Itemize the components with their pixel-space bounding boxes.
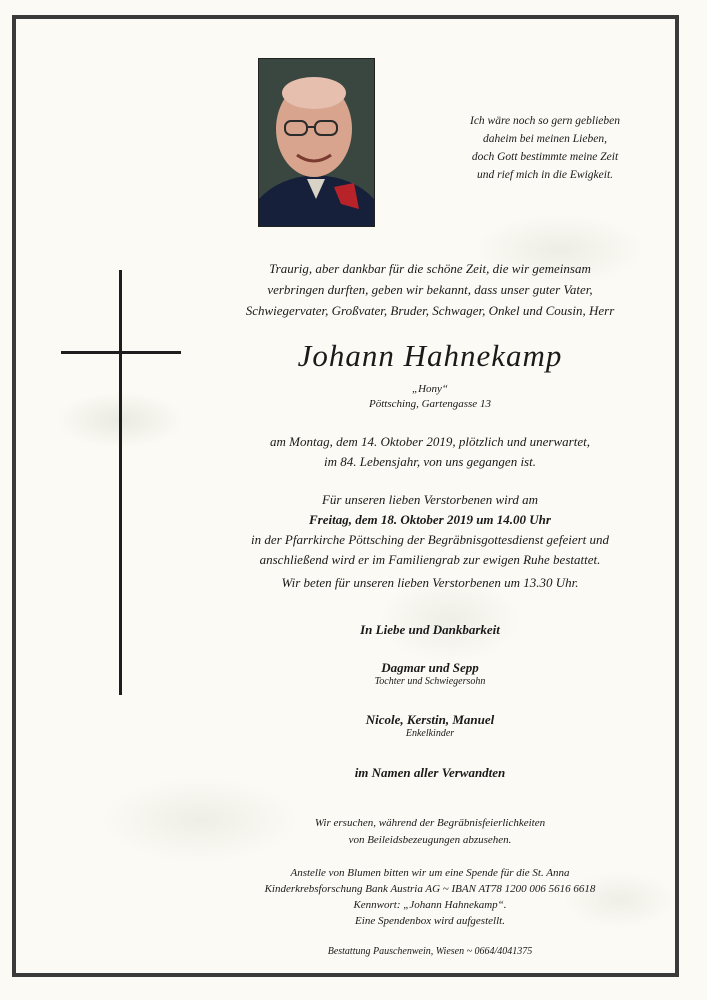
donation-line: Anstelle von Blumen bitten wir um eine Spende für die St. Anna [290,867,570,879]
mourner-names: Dagmar und Sepp [381,660,479,675]
poem [440,112,650,184]
mourner-group [190,660,670,687]
deceased-address: Pöttsching, Gartengasse 13 [369,398,491,410]
all-relatives: im Namen aller Verwandten [354,765,506,780]
funeral-info [190,490,670,570]
funeral-line: in der Pfarrkirche Pöttsching der Begräbnisgottesdienst gefeiert und [250,532,610,547]
poem-line: und rief mich in die Ewigkeit. [476,169,614,181]
poem-line: Ich wäre noch so gern geblieben [470,115,620,127]
funeral-date: Freitag, dem 18. Oktober 2019 um 14.00 Uhr [309,512,551,527]
cross-vertical-bar [119,270,122,695]
portrait-photo [258,58,375,227]
undertaker-info: Bestattung Pauschenwein, Wiesen ~ 0664/4041375 [327,946,533,957]
intro-line: Traurig, aber dankbar für die schöne Zeit, die wir gemeinsam [269,261,591,276]
mourner-names: Nicole, Kerstin, Manuel [365,712,495,727]
poem-line: doch Gott bestimmte meine Zeit [471,151,619,163]
cross-horizontal-bar [61,351,181,354]
donation-line: Eine Spendenbox wird aufgestellt. [355,915,505,927]
death-notice [190,432,670,472]
request-line: von Beileidsbezeugungen abzusehen. [348,834,512,846]
funeral-line: Für unseren lieben Verstorbenen wird am [321,492,539,507]
donation-info [190,865,670,929]
request-line: Wir ersuchen, während der Begräbnisfeierlichkeiten [314,817,546,829]
mourner-relation: Tochter und Schwiegersohn [374,676,486,687]
poem-line: daheim bei meinen Lieben, [483,133,607,145]
condolence-request [190,815,670,849]
donation-line: Kinderkrebsforschung Bank Austria AG ~ IBAN AT78 1200 006 5616 6618 [264,883,596,895]
signoff: In Liebe und Dankbarkeit [360,622,500,637]
prayer-notice: Wir beten für unseren lieben Verstorbenen um 13.30 Uhr. [281,575,579,590]
funeral-line: anschließend wird er im Familiengrab zur ewigen Ruhe bestattet. [259,552,601,567]
mourner-group [190,712,670,739]
intro-line: verbringen durften, geben wir bekannt, dass unser guter Vater, [267,282,593,297]
deceased-details [190,382,670,412]
deceased-name: Johann Hahnekamp [297,338,563,373]
deceased-nickname: „Hony“ [411,383,449,395]
mourner-relation: Enkelkinder [405,728,455,739]
intro-line: Schwiegervater, Großvater, Bruder, Schwager, Onkel und Cousin, Herr [245,303,615,318]
donation-line: Kennwort: „Johann Hahnekamp“. [353,899,507,911]
death-line: im 84. Lebensjahr, von uns gegangen ist. [324,454,536,469]
death-line: am Montag, dem 14. Oktober 2019, plötzlich und unerwartet, [270,434,590,449]
intro-text [190,258,670,321]
